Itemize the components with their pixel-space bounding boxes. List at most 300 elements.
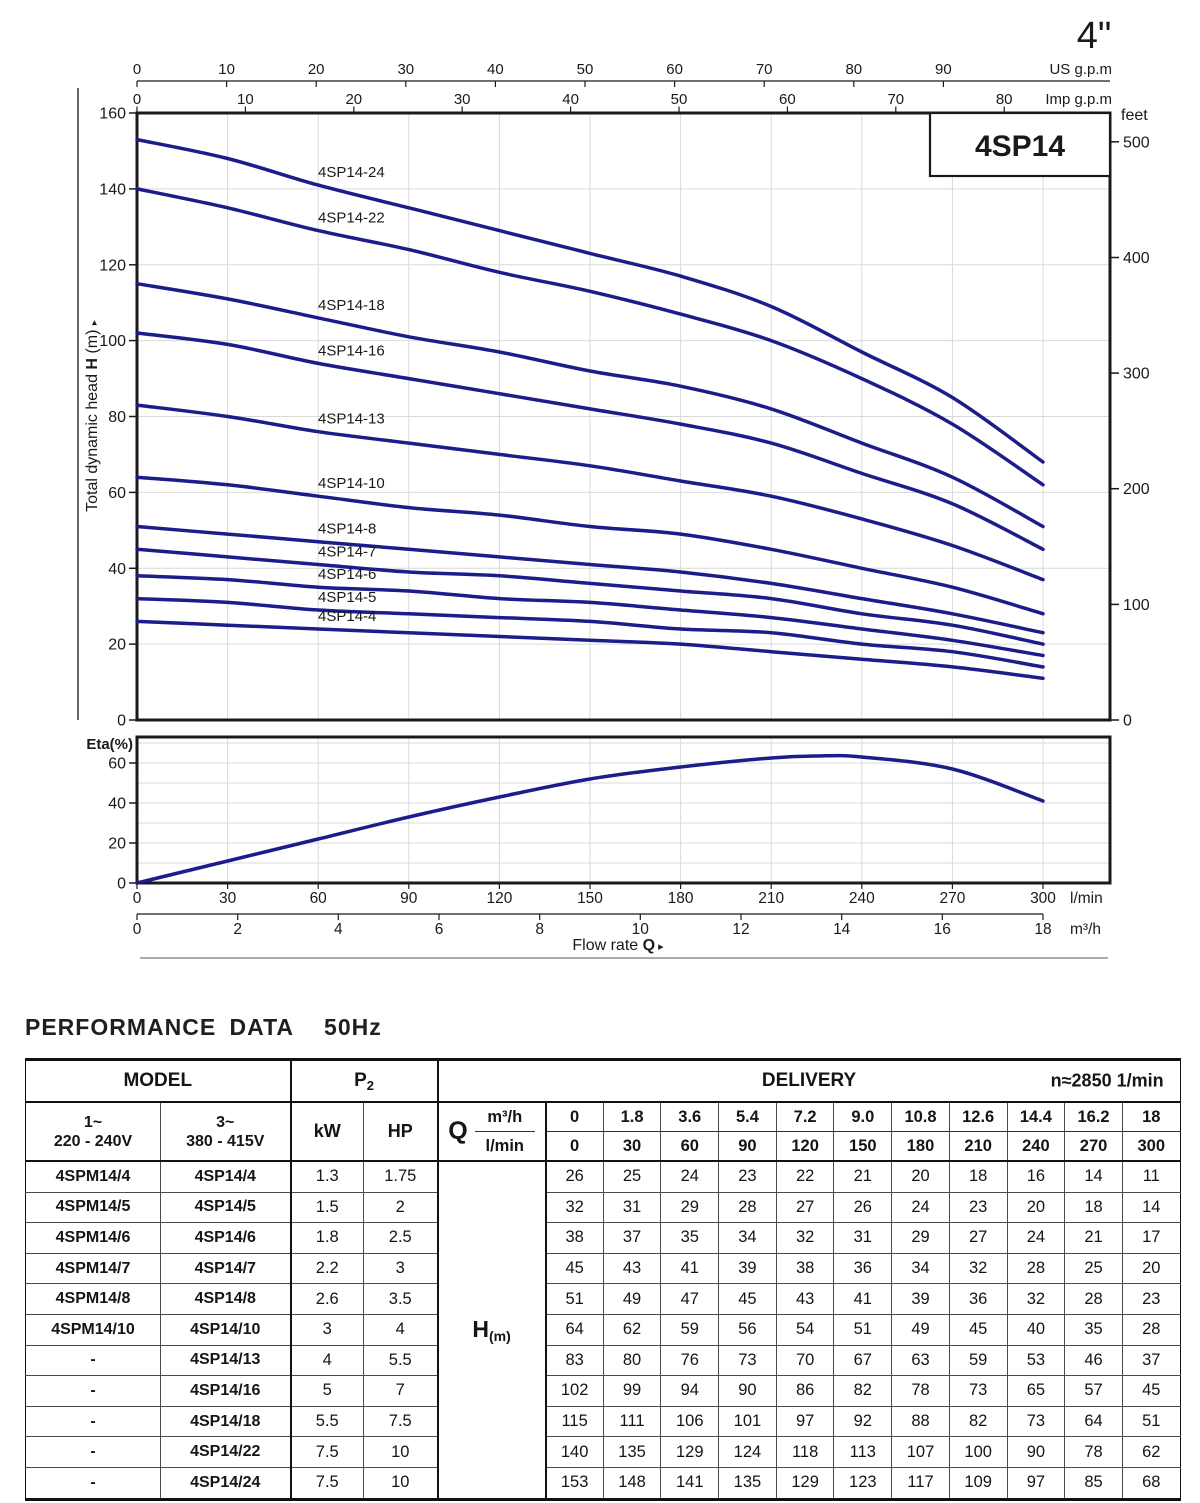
feet-tick-label: 300 xyxy=(1123,365,1150,383)
imp-gpm-axis-label: Imp g.p.m xyxy=(1045,91,1112,108)
h-value-cell: 49 xyxy=(603,1284,661,1315)
h-value-cell: 113 xyxy=(834,1437,892,1468)
h-value-cell: 53 xyxy=(1007,1345,1065,1376)
h-value-cell: 86 xyxy=(776,1376,834,1407)
model-3ph-cell: 4SP14/22 xyxy=(161,1437,291,1468)
hp-cell: 7.5 xyxy=(364,1406,438,1437)
h-value-cell: 23 xyxy=(1122,1284,1180,1315)
model-1ph-cell: 4SPM14/4 xyxy=(26,1161,161,1192)
h-value-cell: 32 xyxy=(949,1253,1007,1284)
feet-axis-label: feet xyxy=(1121,107,1148,124)
h-value-cell: 14 xyxy=(1065,1161,1123,1192)
h-value-cell: 39 xyxy=(892,1284,950,1315)
imp-gpm-axis xyxy=(133,91,1112,113)
us-gpm-axis-label: US g.p.m xyxy=(1049,61,1112,78)
h-value-cell: 28 xyxy=(1065,1284,1123,1315)
h-value-cell: 22 xyxy=(776,1161,834,1192)
model-1ph-cell: - xyxy=(26,1467,161,1499)
us-gpm-tick-label: 40 xyxy=(487,61,504,78)
h-value-cell: 59 xyxy=(949,1345,1007,1376)
h-value-cell: 18 xyxy=(1065,1192,1123,1223)
us-gpm-tick-label: 0 xyxy=(132,61,142,78)
model-1ph-cell: 4SPM14/7 xyxy=(26,1253,161,1284)
curve-label: 4SP14-4 xyxy=(318,608,377,625)
table-row xyxy=(26,1314,1181,1345)
model-3ph-cell: 4SP14/4 xyxy=(161,1161,291,1192)
eta-tick-label: 20 xyxy=(108,835,126,853)
model-3ph-cell: 4SP14/18 xyxy=(161,1406,291,1437)
us-gpm-tick-label: 90 xyxy=(935,61,952,78)
feet-tick-label: 100 xyxy=(1123,596,1150,614)
h-value-cell: 41 xyxy=(834,1284,892,1315)
curve-label: 4SP14-6 xyxy=(318,566,377,584)
h-value-cell: 26 xyxy=(834,1192,892,1223)
h-value-cell: 28 xyxy=(719,1192,777,1223)
model-1ph-cell: - xyxy=(26,1437,161,1468)
h-value-cell: 51 xyxy=(1122,1406,1180,1437)
table-row xyxy=(26,1345,1181,1376)
imp-gpm-tick-label: 80 xyxy=(995,91,1013,108)
h-value-cell: 63 xyxy=(892,1345,950,1376)
q-lmin-cell: 180 xyxy=(892,1132,950,1162)
delivery-label: DELIVERY xyxy=(761,1070,857,1091)
lmin-tick-label: 210 xyxy=(758,890,785,907)
h-value-cell: 34 xyxy=(892,1253,950,1284)
h-value-cell: 24 xyxy=(892,1192,950,1223)
h-value-cell: 45 xyxy=(1122,1376,1180,1407)
h-value-cell: 23 xyxy=(719,1161,777,1192)
h-value-cell: 97 xyxy=(776,1406,834,1437)
h-value-cell: 97 xyxy=(1007,1467,1065,1499)
m3h-tick-label: 10 xyxy=(631,921,649,938)
model-1ph-cell: - xyxy=(26,1376,161,1407)
h-value-cell: 118 xyxy=(776,1437,834,1468)
q-lmin-cell: 150 xyxy=(834,1132,892,1162)
h-value-cell: 54 xyxy=(776,1314,834,1345)
h-value-cell: 36 xyxy=(949,1284,1007,1315)
h-value-cell: 111 xyxy=(603,1406,661,1437)
us-gpm-tick-label: 70 xyxy=(755,61,773,78)
h-value-cell: 70 xyxy=(776,1345,834,1376)
curve-label: 4SP14-24 xyxy=(318,164,385,182)
us-gpm-tick-label: 60 xyxy=(666,61,683,78)
h-value-cell: 68 xyxy=(1142,1473,1161,1492)
eta-axis-title: Eta(%) xyxy=(86,736,133,753)
kw-cell: 2.2 xyxy=(291,1253,364,1284)
h-value-cell: 59 xyxy=(661,1314,719,1345)
lmin-tick-label: 300 xyxy=(1030,890,1056,907)
h-value-cell: 67 xyxy=(834,1345,892,1376)
model-box xyxy=(930,113,1110,176)
h-value-cell: 27 xyxy=(776,1192,834,1223)
kw-cell: 1.3 xyxy=(291,1161,364,1192)
h-value-cell: 39 xyxy=(719,1253,777,1284)
kw-cell: 3 xyxy=(291,1314,364,1345)
table-row xyxy=(26,1467,1181,1499)
h-value-cell: 129 xyxy=(661,1437,719,1468)
h-value-cell: 82 xyxy=(834,1376,892,1407)
eta-tick-label: 0 xyxy=(117,875,126,893)
y-tick-label-m: 20 xyxy=(108,636,126,654)
y-tick-label-m: 40 xyxy=(108,560,126,578)
h-value-cell: 17 xyxy=(1122,1223,1180,1254)
h-value-cell: 24 xyxy=(1007,1223,1065,1254)
hp-cell: 1.75 xyxy=(364,1161,438,1192)
model-3ph-cell: 4SP14/8 xyxy=(161,1284,291,1315)
h-value-cell: 32 xyxy=(1007,1284,1065,1315)
q-m3h-cell: 7.2 xyxy=(776,1102,834,1132)
hp-cell: 2 xyxy=(364,1192,438,1223)
h-value-cell: 101 xyxy=(719,1406,777,1437)
q-m3h-cell: 1.8 xyxy=(603,1102,661,1132)
h-value-cell: 85 xyxy=(1065,1467,1123,1499)
h-value-cell: 20 xyxy=(1007,1192,1065,1223)
m3h-tick-label: 6 xyxy=(434,921,444,938)
h-value-cell: 90 xyxy=(719,1376,777,1407)
h-value-cell: 106 xyxy=(661,1406,719,1437)
pump-size-label: 4" xyxy=(1076,15,1112,57)
q-lmin-cell: 90 xyxy=(719,1132,777,1162)
h-value-cell: 153 xyxy=(546,1467,604,1499)
h-value-cell: 124 xyxy=(719,1437,777,1468)
p2-header: $P_2$ xyxy=(291,1060,438,1103)
table-row xyxy=(26,1376,1181,1407)
curve-label: 4SP14-5 xyxy=(318,589,377,606)
pump-size xyxy=(1077,15,1112,57)
h-value-cell: 35 xyxy=(1065,1314,1123,1345)
h-value-cell: 47 xyxy=(661,1284,719,1315)
lmin-axis-label: l/min xyxy=(1070,890,1103,907)
eta-tick-label: 40 xyxy=(108,795,126,813)
curve-label: 4SP14-8 xyxy=(318,520,377,538)
us-gpm-axis xyxy=(133,61,1112,87)
h-value-cell: 46 xyxy=(1065,1345,1123,1376)
h-value-cell: 35 xyxy=(661,1223,719,1254)
h-value-cell: 43 xyxy=(603,1253,661,1284)
curve-label: 4SP14-22 xyxy=(318,209,385,227)
h-value-cell: 140 xyxy=(546,1437,604,1468)
model-1ph-cell: 4SPM14/6 xyxy=(26,1223,161,1254)
lmin-unit-label: l/min xyxy=(485,1137,524,1155)
h-value-cell: 29 xyxy=(661,1192,719,1223)
h-value-cell: 56 xyxy=(719,1314,777,1345)
h-value-cell: 28 xyxy=(1122,1314,1180,1345)
curve-label: 4SP14-13 xyxy=(318,410,385,428)
model-3ph-cell: 4SP14/6 xyxy=(161,1223,291,1254)
h-value-cell: 34 xyxy=(719,1223,777,1254)
h-value-cell: 82 xyxy=(949,1406,1007,1437)
total-dynamic-head-label: Total dynamic head H (m) ▸ xyxy=(84,320,101,512)
performance-table-wrap xyxy=(25,1058,1180,1501)
q-m3h-cell: 3.6 xyxy=(661,1102,719,1132)
curve-label: 4SP14-10 xyxy=(318,475,385,493)
q-lmin-cell: 60 xyxy=(661,1132,719,1162)
hp-cell: 4 xyxy=(364,1314,438,1345)
flow-axis xyxy=(133,883,1108,958)
y-axis-title xyxy=(78,88,101,720)
y-tick-label-m: 0 xyxy=(117,712,126,730)
h-value-cell: 73 xyxy=(1007,1406,1065,1437)
h-value-cell: 14 xyxy=(1122,1192,1180,1223)
model-1ph-cell: - xyxy=(26,1345,161,1376)
h-value-cell: 73 xyxy=(949,1376,1007,1407)
h-value-cell: 45 xyxy=(546,1253,604,1284)
h-value-cell: 92 xyxy=(834,1406,892,1437)
kw-cell: 4 xyxy=(291,1345,364,1376)
h-value-cell: 62 xyxy=(1122,1437,1180,1468)
kw-cell: 1.8 xyxy=(291,1223,364,1254)
q-lmin-cell: 300 xyxy=(1122,1132,1180,1162)
frequency-label: 50Hz xyxy=(324,1014,382,1040)
q-m3h-cell: 14.4 xyxy=(1007,1102,1065,1132)
performance-table xyxy=(25,1058,1181,1501)
m3h-tick-label: 14 xyxy=(833,921,851,938)
three-phase-header: 3~ 380 - 415V xyxy=(161,1102,291,1161)
imp-gpm-tick-label: 50 xyxy=(670,91,688,108)
h-value-cell: 29 xyxy=(892,1223,950,1254)
h-value-cell: 27 xyxy=(949,1223,1007,1254)
m3h-tick-label: 0 xyxy=(132,921,142,938)
m3h-tick-label: 16 xyxy=(933,921,951,938)
lmin-tick-label: 240 xyxy=(848,890,875,907)
h-value-cell: 135 xyxy=(603,1437,661,1468)
h-value-cell: 51 xyxy=(546,1284,604,1315)
model-3ph-cell: 4SP14/13 xyxy=(161,1345,291,1376)
imp-gpm-tick-label: 20 xyxy=(345,91,363,108)
h-value-cell: 65 xyxy=(1007,1376,1065,1407)
model-1ph-cell: 4SPM14/8 xyxy=(26,1284,161,1315)
h-value-cell: 129 xyxy=(776,1467,834,1499)
delivery-header xyxy=(438,1060,1181,1103)
plot-borders xyxy=(137,113,1110,883)
performance-table-body xyxy=(26,1161,1181,1499)
h-value-cell: 78 xyxy=(892,1376,950,1407)
q-m3h-cell: 18 xyxy=(1122,1102,1180,1132)
h-value-cell: 20 xyxy=(892,1161,950,1192)
m3h-tick-label: 18 xyxy=(1034,921,1052,938)
h-value-cell: 32 xyxy=(546,1192,604,1223)
y-tick-label-m: 160 xyxy=(99,105,126,123)
lmin-tick-label: 270 xyxy=(939,890,966,907)
h-m-merged-cell: $H_{(m)}$ xyxy=(438,1161,546,1499)
kw-cell: 5.5 xyxy=(291,1406,364,1437)
curve-label: 4SP14-7 xyxy=(318,543,377,561)
lmin-tick-label: 60 xyxy=(309,890,327,907)
q-m3h-cell: 5.4 xyxy=(719,1102,777,1132)
hp-cell: 3 xyxy=(364,1253,438,1284)
q-lmin-cell: 270 xyxy=(1065,1132,1123,1162)
h-value-cell: 28 xyxy=(1007,1253,1065,1284)
table-row xyxy=(26,1406,1181,1437)
h-value-cell: 62 xyxy=(603,1314,661,1345)
single-phase-header: 1~ 220 - 240V xyxy=(26,1102,161,1161)
lmin-tick-label: 90 xyxy=(400,890,418,907)
m3h-tick-label: 12 xyxy=(732,921,750,938)
m3h-tick-label: 8 xyxy=(535,921,545,938)
model-header: MODEL xyxy=(26,1060,291,1103)
q-header xyxy=(438,1102,546,1161)
h-value-cell: 31 xyxy=(834,1223,892,1254)
table-row xyxy=(26,1284,1181,1315)
table-row xyxy=(26,1161,1181,1192)
h-value-cell: 41 xyxy=(661,1253,719,1284)
h-value-cell: 51 xyxy=(834,1314,892,1345)
h-value-cell: 45 xyxy=(719,1284,777,1315)
h-value-cell: 135 xyxy=(719,1467,777,1499)
imp-gpm-tick-label: 40 xyxy=(562,91,579,108)
kw-cell: 2.6 xyxy=(291,1284,364,1315)
h-value-cell: 43 xyxy=(776,1284,834,1315)
model-1ph-cell: 4SPM14/10 xyxy=(26,1314,161,1345)
table-header-row-1 xyxy=(26,1060,1181,1103)
lmin-tick-label: 30 xyxy=(218,890,237,907)
h-value-cell: 64 xyxy=(1065,1406,1123,1437)
q-lmin-cell: 210 xyxy=(949,1132,1007,1162)
m3h-tick-label: 2 xyxy=(233,921,243,938)
us-gpm-tick-label: 50 xyxy=(576,61,594,78)
q-m3h-cell: 9.0 xyxy=(834,1102,892,1132)
h-value-cell: 73 xyxy=(719,1345,777,1376)
q-lmin-cell: 30 xyxy=(603,1132,661,1162)
h-value-cell: 40 xyxy=(1007,1314,1065,1345)
kw-cell: 5 xyxy=(291,1376,364,1407)
h-value-cell: 37 xyxy=(1122,1345,1180,1376)
us-gpm-tick-label: 20 xyxy=(307,61,325,78)
flow-rate-axis-label: Flow rate Q ▸ xyxy=(572,937,664,954)
kw-cell: 1.5 xyxy=(291,1192,364,1223)
title-text: PERFORMANCE DATA xyxy=(25,1014,295,1040)
imp-gpm-tick-label: 30 xyxy=(453,91,471,108)
head-axis-m xyxy=(99,106,137,730)
model-3ph-cell: 4SP14/16 xyxy=(161,1376,291,1407)
q-lmin-cell: 120 xyxy=(776,1132,834,1162)
h-value-cell: 80 xyxy=(603,1345,661,1376)
model-3ph-cell: 4SP14/7 xyxy=(161,1253,291,1284)
m3h-tick-label: 4 xyxy=(333,921,343,938)
model-1ph-cell: - xyxy=(26,1406,161,1437)
table-header-row-2 xyxy=(26,1102,1181,1132)
q-m3h-cell: 0 xyxy=(546,1102,604,1132)
h-value-cell: 18 xyxy=(949,1161,1007,1192)
curve-label: 4SP14-16 xyxy=(318,342,385,360)
curve-label: 4SP14-18 xyxy=(318,296,385,314)
kw-cell: 7.5 xyxy=(291,1467,364,1499)
us-gpm-tick-label: 80 xyxy=(845,61,863,78)
feet-tick-label: 200 xyxy=(1123,481,1150,499)
table-row xyxy=(26,1223,1181,1254)
model-3ph-cell: 4SP14/10 xyxy=(161,1314,291,1345)
model-family-label: 4SP14 xyxy=(974,130,1066,163)
h-value-cell: 26 xyxy=(546,1161,604,1192)
eta-chart xyxy=(86,736,1043,893)
h-value-cell: 99 xyxy=(603,1376,661,1407)
feet-tick-label: 400 xyxy=(1123,250,1150,267)
imp-gpm-tick-label: 70 xyxy=(887,91,905,108)
h-value-cell: 141 xyxy=(661,1467,719,1499)
lmin-tick-label: 180 xyxy=(667,890,694,907)
h-value-cell: 25 xyxy=(603,1161,661,1192)
imp-gpm-tick-label: 0 xyxy=(132,91,142,108)
q-lmin-cell: 240 xyxy=(1007,1132,1065,1162)
h-value-cell: 148 xyxy=(603,1467,661,1499)
hp-cell: 10 xyxy=(364,1437,438,1468)
h-value-cell: 16 xyxy=(1007,1161,1065,1192)
model-1ph-cell: 4SPM14/5 xyxy=(26,1192,161,1223)
h-value-cell: 78 xyxy=(1065,1437,1123,1468)
hp-cell: 5.5 xyxy=(364,1345,438,1376)
h-value-cell: 24 xyxy=(661,1161,719,1192)
eta-tick-label: 60 xyxy=(108,755,126,773)
q-lmin-cell: 0 xyxy=(546,1132,604,1162)
hp-cell: 3.5 xyxy=(364,1284,438,1315)
h-value-cell: 37 xyxy=(603,1223,661,1254)
lmin-tick-label: 150 xyxy=(577,890,603,907)
y-tick-label-m: 60 xyxy=(108,484,126,502)
y-tick-label-m: 140 xyxy=(99,181,126,199)
table-row xyxy=(26,1253,1181,1284)
model-3ph-cell: 4SP14/5 xyxy=(161,1192,291,1223)
h-value-cell: 36 xyxy=(834,1253,892,1284)
m3h-unit-label: m³/h xyxy=(475,1103,535,1132)
h-value-cell: 31 xyxy=(603,1192,661,1223)
model-3ph-cell: 4SP14/24 xyxy=(161,1467,291,1499)
h-value-cell: 21 xyxy=(1065,1223,1123,1254)
imp-gpm-tick-label: 60 xyxy=(779,91,796,108)
hp-cell: 7 xyxy=(364,1376,438,1407)
speed-label: n≈2850 1/min xyxy=(1050,1070,1164,1091)
h-value-cell: 115 xyxy=(546,1406,604,1437)
h-value-cell: 83 xyxy=(546,1345,604,1376)
lmin-tick-label: 0 xyxy=(132,890,142,907)
h-value-cell: 102 xyxy=(546,1376,604,1407)
y-tick-label-m: 100 xyxy=(99,333,126,351)
hp-cell: 2.5 xyxy=(364,1223,438,1254)
m3h-axis-label: m³/h xyxy=(1070,921,1101,938)
table-row xyxy=(26,1192,1181,1223)
kw-cell: 7.5 xyxy=(291,1437,364,1468)
h-value-cell: 57 xyxy=(1065,1376,1123,1407)
q-m3h-cell: 10.8 xyxy=(892,1102,950,1132)
performance-data-title xyxy=(25,1014,382,1041)
head-axis-feet xyxy=(1110,107,1150,730)
us-gpm-tick-label: 10 xyxy=(218,61,235,78)
y-tick-label-m: 80 xyxy=(108,409,126,426)
q-symbol: Q xyxy=(448,1117,468,1145)
h-value-cell: 49 xyxy=(892,1314,950,1345)
h-value-cell: 64 xyxy=(546,1314,604,1345)
y-tick-label-m: 120 xyxy=(99,257,126,275)
q-m3h-cell: 12.6 xyxy=(949,1102,1007,1132)
imp-gpm-tick-label: 10 xyxy=(237,91,254,108)
h-value-cell: 117 xyxy=(892,1467,950,1499)
h-value-cell: 21 xyxy=(834,1161,892,1192)
feet-tick-label: 500 xyxy=(1123,134,1150,152)
h-value-cell: 23 xyxy=(949,1192,1007,1223)
h-value-cell: 45 xyxy=(949,1314,1007,1345)
kw-header: kW xyxy=(291,1102,364,1161)
us-gpm-tick-label: 30 xyxy=(397,61,415,78)
hp-cell: 10 xyxy=(364,1467,438,1499)
h-value-cell: 20 xyxy=(1122,1253,1180,1284)
q-m3h-cell: 16.2 xyxy=(1065,1102,1123,1132)
h-value-cell: 109 xyxy=(949,1467,1007,1499)
h-value-cell: 88 xyxy=(892,1406,950,1437)
h-value-cell: 123 xyxy=(834,1467,892,1499)
table-row xyxy=(26,1437,1181,1468)
h-value-cell: 38 xyxy=(776,1253,834,1284)
feet-tick-label: 0 xyxy=(1123,712,1132,730)
h-value-cell: 94 xyxy=(661,1376,719,1407)
